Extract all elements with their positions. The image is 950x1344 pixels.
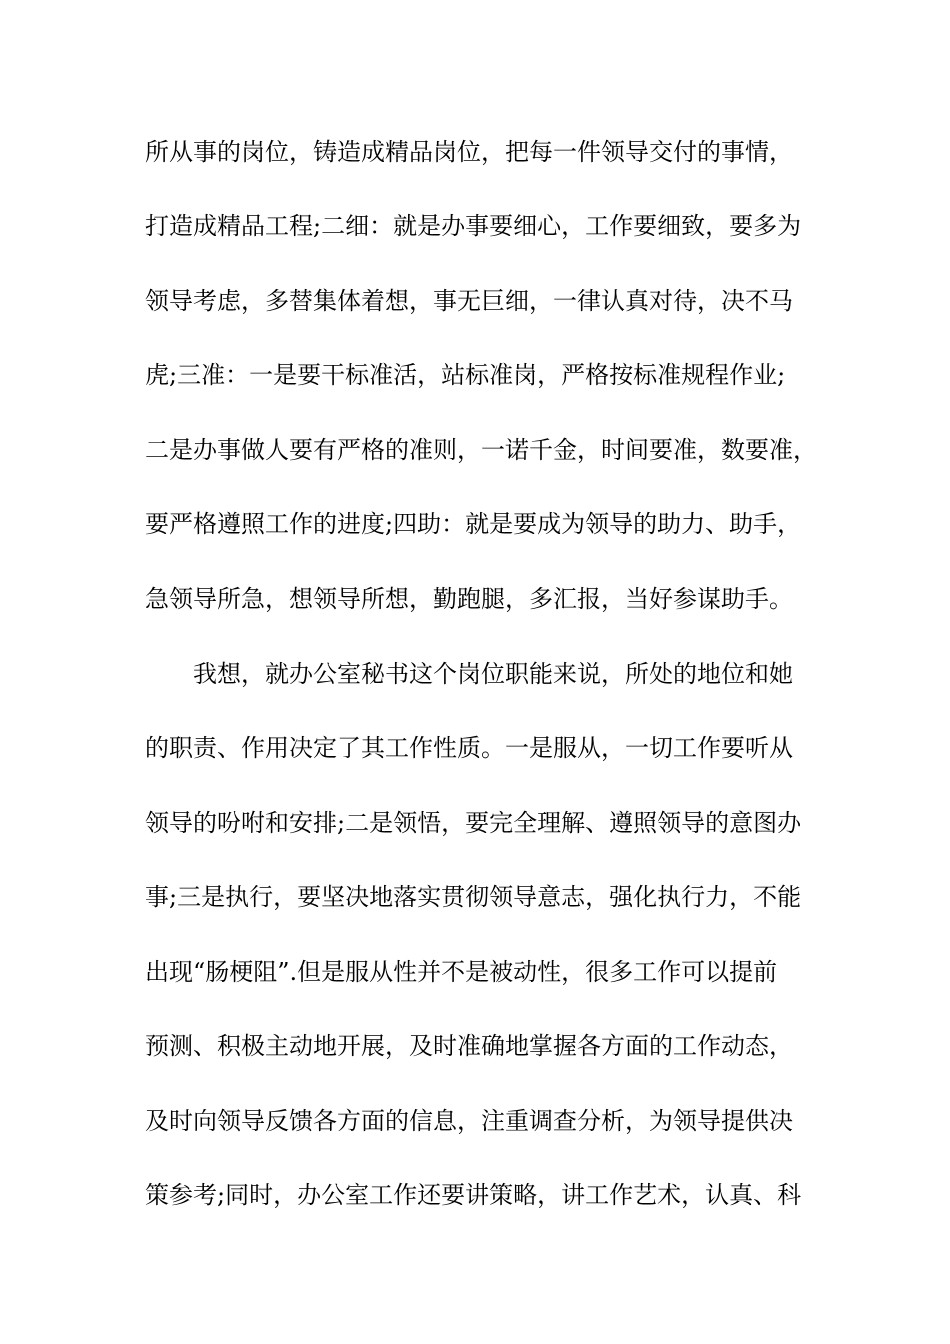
text-line: 的职责、作用决定了其工作性质。一是服从，一切工作要听从 xyxy=(145,734,793,762)
text-line: 虎;三准：一是要干标准活，站标准岗，严格按标准规程作业; xyxy=(145,361,786,389)
text-line: 策参考;同时，办公室工作还要讲策略，讲工作艺术，认真、科 xyxy=(145,1181,802,1209)
text-line: 预测、积极主动地开展，及时准确地掌握各方面的工作动态， xyxy=(145,1032,793,1060)
text-line: 事;三是执行，要坚决地落实贯彻领导意志，强化执行力，不能 xyxy=(145,883,802,911)
text-line: 二是办事做人要有严格的准则，一诺千金，时间要准，数要准， xyxy=(145,436,817,464)
text-line: 急领导所急，想领导所想，勤跑腿，多汇报，当好参谋助手。 xyxy=(145,585,793,613)
text-line: 要严格遵照工作的进度;四助：就是要成为领导的助力、助手， xyxy=(145,510,802,538)
paragraph-start-line: 我想，就办公室秘书这个岗位职能来说，所处的地位和她 xyxy=(193,660,793,688)
text-line: 领导的吩咐和安排;二是领悟，要完全理解、遵照领导的意图办 xyxy=(145,809,802,837)
text-line: 及时向领导反馈各方面的信息，注重调查分析，为领导提供决 xyxy=(145,1107,793,1135)
text-line: 打造成精品工程;二细：就是办事要细心，工作要细致，要多为 xyxy=(145,212,802,240)
text-line: 领导考虑，多替集体着想，事无巨细，一律认真对待，决不马 xyxy=(145,287,793,315)
text-line: 所从事的岗位，铸造成精品岗位，把每一件领导交付的事情， xyxy=(145,138,793,166)
text-line: 出现“肠梗阻”.但是服从性并不是被动性，很多工作可以提前 xyxy=(145,958,778,986)
